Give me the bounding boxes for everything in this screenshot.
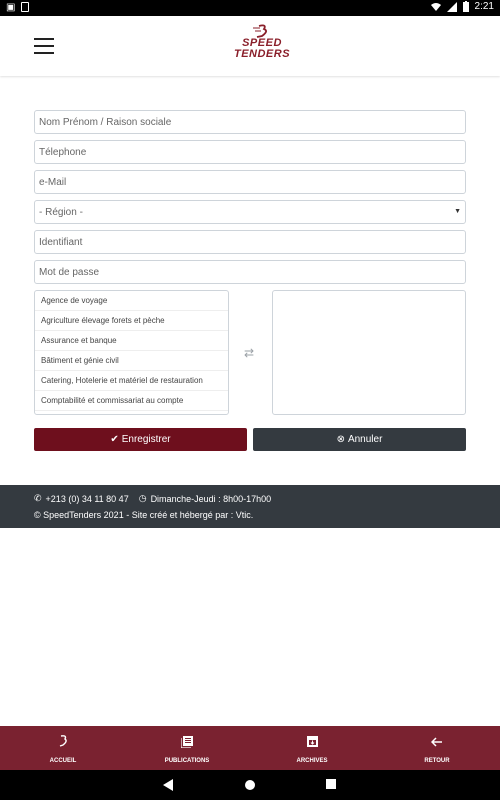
brand-line2: TENDERS [233,48,291,60]
system-recents-icon[interactable] [326,779,336,789]
menu-icon[interactable] [34,38,54,54]
status-time: 2:21 [474,1,494,12]
cancel-icon: ⊗ [336,434,345,445]
sector-picker [34,290,466,416]
arrow-left-icon [431,736,443,748]
nav-archives[interactable] [262,726,362,770]
battery-icon [463,1,469,12]
swap-icon[interactable]: ⇄ [244,346,255,360]
nav-publications-label: PUBLICATIONS [164,758,210,764]
check-icon: ✔ [110,434,119,445]
cancel-label: Annuler [347,434,383,445]
system-navigation-bar [0,770,500,800]
sd-card-icon [21,2,29,12]
region-select[interactable] [34,200,466,224]
registration-form [34,110,466,452]
speedtenders-logo-mark [251,24,273,38]
cancel-button[interactable] [253,428,466,451]
brand-line1: SPEED [242,37,282,49]
status-bar [0,0,500,16]
nav-home-label: ACCUEIL [49,758,77,764]
sector-item[interactable]: Agriculture élevage forets et pèche [35,311,228,331]
sector-item[interactable]: Comptabilité et commissariat au compte [35,391,228,411]
publications-icon [181,735,194,748]
system-home-icon[interactable] [244,779,256,791]
app-header [0,16,500,76]
footer-phone[interactable]: +213 (0) 34 11 80 47 [45,493,129,504]
notification-icon: ▣ [6,2,16,13]
speedtenders-icon [56,734,70,748]
nav-back-label: RETOUR [424,758,450,764]
footer-copyright: © SpeedTenders 2021 - Site créé et hébergé par : Vtic. [34,510,254,520]
nav-home[interactable] [13,726,113,770]
nav-back[interactable] [387,726,487,770]
sector-item[interactable]: Catering, Hotelerie et matériel de restauration [35,371,228,391]
sector-item[interactable]: Assurance et banque [35,331,228,351]
site-footer [0,485,500,528]
phone-field[interactable]: Télephone [34,140,466,164]
phone-icon: ✆ [34,493,42,503]
sector-selected-list[interactable] [272,290,466,415]
signal-icon [447,2,457,12]
region-select-value: - Région - [39,207,83,218]
footer-hours: Dimanche-Jeudi : 8h00-17h00 [150,493,272,504]
archive-icon [306,735,319,748]
sector-source-list[interactable] [34,290,229,415]
brand-logo[interactable] [222,24,302,70]
email-field[interactable]: e-Mail [34,170,466,194]
save-label: Enregistrer [121,434,171,445]
wifi-icon [431,2,441,12]
sector-item[interactable]: Bâtiment et génie civil [35,351,228,371]
nav-archives-label: ARCHIVES [296,758,328,764]
name-field[interactable]: Nom Prénom / Raison sociale [34,110,466,134]
username-field[interactable]: Identifiant [34,230,466,254]
form-actions [34,428,466,452]
caret-down-icon: ▼ [454,208,461,215]
bottom-navigation [0,726,500,770]
nav-publications[interactable] [137,726,237,770]
system-back-icon[interactable] [163,779,173,791]
sector-item[interactable]: Agence de voyage [35,291,228,311]
save-button[interactable] [34,428,247,451]
password-field[interactable]: Mot de passe [34,260,466,284]
clock-icon: ◷ [138,493,147,503]
